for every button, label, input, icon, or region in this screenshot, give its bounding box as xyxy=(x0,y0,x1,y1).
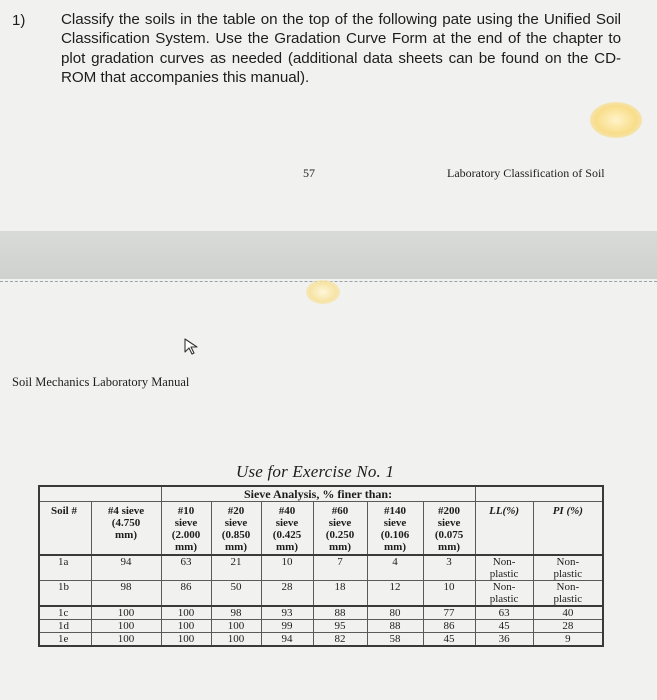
light-glare xyxy=(590,102,642,138)
table-row: 1e 100 100 100 94 82 58 45 36 9 xyxy=(39,633,603,647)
col-header-40-sieve: #40 sieve (0.425 mm) xyxy=(261,502,313,556)
col-header-20-sieve: #20 sieve (0.850 mm) xyxy=(211,502,261,556)
cursor-arrow-icon xyxy=(183,338,201,356)
col-header-140-sieve: #140 sieve (0.106 mm) xyxy=(367,502,423,556)
manual-title: Soil Mechanics Laboratory Manual xyxy=(12,375,190,389)
table-row: 1d 100 100 100 99 95 88 86 45 28 xyxy=(39,620,603,633)
col-header-ll: LL(%) xyxy=(475,502,533,556)
light-glare-2 xyxy=(306,280,340,304)
col-header-soil: Soil # xyxy=(39,502,91,556)
col-header-60-sieve: #60 sieve (0.250 mm) xyxy=(313,502,367,556)
running-header: Laboratory Classification of Soil xyxy=(447,166,605,180)
exercise-title: Use for Exercise No. 1 xyxy=(236,462,395,481)
table-row: 1a 94 63 21 10 7 4 3 Non- plastic Non- plastic xyxy=(39,555,603,581)
col-header-4-sieve: #4 sieve (4.750 mm) xyxy=(91,502,161,556)
page-number: 57 xyxy=(303,166,315,180)
question-number: 1) xyxy=(12,12,26,29)
sieve-analysis-table xyxy=(38,485,602,647)
table-span-header: Sieve Analysis, % finer than: xyxy=(161,486,475,502)
table-row: 1b 98 86 50 28 18 12 10 Non- plastic Non- plastic xyxy=(39,581,603,607)
page-gap-band xyxy=(0,231,657,279)
table-row: 1c 100 100 98 93 88 80 77 63 40 xyxy=(39,606,603,620)
col-header-10-sieve: #10 sieve (2.000 mm) xyxy=(161,502,211,556)
question-text: Classify the soils in the table on the top of the following pate using the Unified Soil Classification System. Use the Gradation Curve Form at the end of the chapter to plot gradation curves as needed (additional data sheets can be found on the CD-ROM that accompanies this manual). xyxy=(61,11,621,87)
col-header-pi: PI (%) xyxy=(533,502,603,556)
col-header-200-sieve: #200 sieve (0.075 mm) xyxy=(423,502,475,556)
